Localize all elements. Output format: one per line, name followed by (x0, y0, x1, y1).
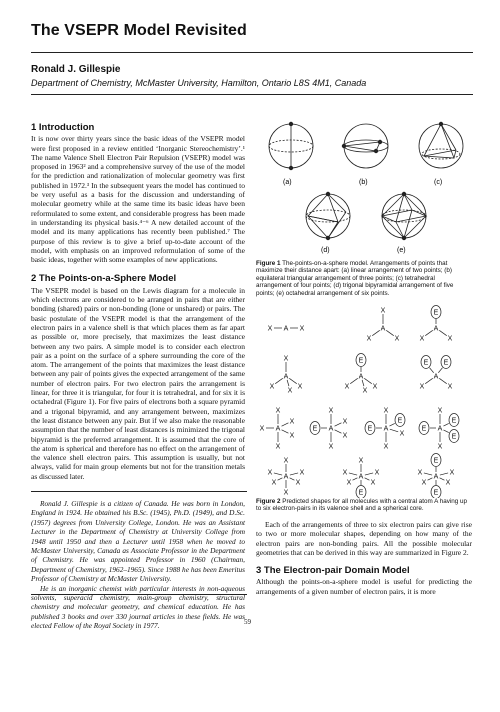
molecular-shapes-paragraph: Each of the arrangements of three to six electron pairs can give rise to two or more molecular shapes, depending on how many of the electron pairs are non-bonding pairs. All the possible molecular geometries that can be derived in this way are summarized in Figure 2. (256, 520, 472, 557)
ligand-atom-label: X (380, 307, 386, 315)
bond-line (439, 330, 446, 335)
bond-line (443, 423, 448, 426)
bond-line (350, 378, 357, 383)
bond-line (429, 368, 433, 373)
bond-line (365, 478, 370, 480)
sphere-b (342, 124, 388, 168)
ligand-atom-label: X (299, 469, 305, 477)
lone-pair-label: E (358, 489, 364, 497)
lone-pair-label: E (358, 357, 364, 365)
figure-1-label-e: (e) (397, 247, 406, 254)
author-bio (31, 499, 245, 631)
ligand-atom-label: X (283, 489, 289, 497)
ligand-atom-label: X (445, 479, 451, 487)
figure-2-caption (256, 498, 472, 513)
right-column (256, 520, 472, 596)
title-rule (31, 52, 473, 53)
bond-line (278, 478, 283, 480)
ligand-atom-label: X (383, 443, 389, 451)
bond-line (365, 473, 373, 475)
central-atom-label: A (283, 473, 289, 481)
ligand-atom-label: X (275, 407, 281, 415)
ligand-atom-label: X (283, 355, 289, 363)
bond-line (386, 330, 393, 335)
sphere-e (382, 192, 426, 240)
bio-bottom-rule (31, 594, 247, 595)
left-column (31, 123, 245, 481)
ligand-atom-label: X (267, 469, 273, 477)
sphere-d (306, 192, 350, 240)
ligand-atom-label: X (342, 418, 348, 426)
ligand-atom-label: X (289, 432, 295, 440)
bio-rule (31, 491, 247, 492)
ligand-atom-label: X (419, 335, 425, 343)
bond-line (389, 423, 394, 426)
central-atom-label: A (437, 425, 443, 433)
ligand-atom-label: X (447, 335, 453, 343)
central-atom-label: A (433, 473, 439, 481)
ligand-atom-label: X (275, 443, 281, 451)
bond-line (424, 473, 432, 475)
ligand-atom-label: X (362, 387, 368, 395)
bond-line (428, 478, 433, 480)
page-number: 59 (244, 618, 251, 626)
bond-line (353, 478, 358, 480)
bond-line (438, 368, 442, 373)
central-atom-label: A (283, 373, 289, 381)
central-atom-label: A (328, 425, 334, 433)
ligand-atom-label: X (328, 443, 334, 451)
lone-pair-label: E (312, 425, 318, 433)
central-atom-label: A (358, 373, 364, 381)
bond-line (335, 423, 342, 426)
ligand-atom-label: X (299, 325, 305, 333)
lone-pair-label: E (423, 359, 429, 367)
ligand-atom-label: X (289, 418, 295, 426)
bond-line (290, 478, 295, 480)
figure-1-label-c: (c) (434, 179, 443, 186)
central-atom-label: A (283, 325, 289, 333)
lone-pair-label: E (421, 425, 427, 433)
bond-line (274, 473, 282, 475)
figure-2-molecular-shapes (256, 302, 476, 498)
bond-line (362, 380, 364, 386)
central-atom-label: A (433, 373, 439, 381)
ligand-atom-label: X (271, 479, 277, 487)
ligand-atom-label: X (447, 383, 453, 391)
author-name: Ronald J. Gillespie (31, 64, 121, 75)
central-atom-label: A (275, 425, 281, 433)
ligand-atom-label: X (437, 443, 443, 451)
ligand-atom-label: X (437, 407, 443, 415)
bond-line (372, 330, 379, 335)
ligand-atom-label: X (283, 457, 289, 465)
figure-2-caption-text: Predicted shapes for all molecules with a central atom A having up to six electron-pairs in its valence shell and a spherical core. (256, 498, 468, 513)
points-on-sphere-paragraph: The VSEPR model is based on the Lewis diagram for a molecule in which electrons are considered to be arranged in pairs that are either bonding (shared) pairs or non-bonding (lone or unshared) or pairs. The basic postulate of the VSEPR model is that the arrangement of the electron pairs in a valence shell is that which places them as far apart as possible or, more precisely, that maximizes the least distance between any two pairs. A simple model is to consider each electron pair as a point on the surface of a sphere surrounding the core of the atom. The arrangement of the points that maximizes the least distance between any pair of points gives the expected arrangement of the same number of electron pairs. For two electron pairs the arrangement is linear, for three it is triangular, for four it is tetrahedral, and for six it is octahedral (Figure 1). For five pairs of electrons both a square pyramid and a trigonal bipyramid, and any arrangement between, maximizes the least distance between any pair. But if we also make the reasonable assumption that the number of least distances is minimized the trigonal bipyramid is the preferred arrangement. It is assumed that the core of the atom is spherical and therefore has no effect on the arrangement of the valence shell electron pairs. This assumption is usually, but not always, valid for main group elements but not for the transition metals as discussed later. (31, 285, 245, 481)
lone-pair-label: E (433, 309, 439, 317)
ligand-atom-label: X (394, 335, 400, 343)
figure-1-label-a: (a) (283, 179, 292, 186)
bond-line (390, 429, 398, 432)
ligand-atom-label: X (259, 425, 265, 433)
ligand-atom-label: X (344, 383, 350, 391)
figure-1-caption-text: The-points-on-a-sphere model. Arrangements of points that maximize their distance apart: (a) linear arrangement of two points; (b) equilateral triangular arrangement of three points; (c) tetrahedral arrangement of four points; (d) trigonal bipyramidal arrangement of five points; (e) octahedral arrangement of six points. (256, 260, 454, 297)
bond-line (425, 330, 432, 335)
ligand-atom-label: X (295, 479, 301, 487)
ligand-atom-label: X (374, 469, 380, 477)
figure-2-caption-label: Figure 2 (256, 498, 281, 505)
ligand-atom-label: X (421, 479, 427, 487)
ligand-atom-label: X (417, 469, 423, 477)
electron-pair-domain-paragraph: Although the points-on-a-sphere model is useful for predicting the arrangements of a given number of electron pairs, it is more (256, 577, 472, 596)
bond-line (275, 378, 282, 383)
figure-1-spheres (256, 116, 476, 256)
ligand-atom-label: X (370, 479, 376, 487)
bond-line (287, 380, 289, 386)
bond-line (443, 430, 448, 433)
bond-line (440, 473, 448, 475)
bio-paragraph-2: He is an inorganic chemist with particular interests in non-aqueous solvents, superacid chemistry, main-group chemistry, structural chemistry and molecular geometry, and chemical education. He has published 3 books and over 330 journal articles in these fields. He was elected Fellow of the Royal Society in 1977. (31, 583, 245, 631)
section-heading-points-on-sphere: 2 The Points-on-a-Sphere Model (31, 273, 177, 285)
ligand-atom-label: X (297, 383, 303, 391)
header-rule (31, 94, 473, 95)
figure-1-label-b: (b) (359, 179, 368, 186)
sphere-a (269, 122, 313, 170)
ligand-atom-label: X (366, 335, 372, 343)
ligand-atom-label: X (383, 407, 389, 415)
ligand-atom-label: X (287, 387, 293, 395)
lone-pair-label: E (451, 433, 457, 441)
lone-pair-label: E (433, 457, 439, 465)
bond-line (335, 430, 342, 433)
ligand-atom-label: X (399, 430, 405, 438)
ligand-atom-label: X (328, 407, 334, 415)
introduction-paragraph: It is now over thirty years since the basic ideas of the VSEPR model were first proposed in a review entitled ‘Inorganic Stereochemistry’.¹ The name Valence Shell Electron Pair Repulsion (VSEPR) model was proposed in 1963² and a comprehensive survey of the use of the model for the prediction and rationalization of molecular geometry was first published in 1972.³ In the subsequent years the model has continued to be very useful as a basis for the discussion and understanding of molecular geometry while at the same time its basic ideas have been reformulated to some extent, and considerable progress has been made in understanding its physical basis.⁴⁻⁶ A new detailed account of the model and its many applications has recently been published.⁷ The purpose of this review is to give a brief up-to-date account of the model, with emphasis on an improved reformulation of some of the basic ideas, together with some examples of new applications. (31, 134, 245, 265)
central-atom-label: A (383, 425, 389, 433)
ligand-atom-label: X (267, 325, 273, 333)
ligand-atom-label: X (358, 457, 364, 465)
bond-line (440, 478, 445, 480)
lone-pair-label: E (397, 417, 403, 425)
bond-line (349, 473, 357, 475)
lone-pair-label: E (367, 425, 373, 433)
ligand-atom-label: X (346, 479, 352, 487)
ligand-atom-label: X (449, 469, 455, 477)
bond-line (282, 430, 289, 433)
author-affiliation: Department of Chemistry, McMaster University, Hamilton, Ontario L8S 4M1, Canada (31, 78, 367, 88)
ligand-atom-label: X (342, 432, 348, 440)
figure-1-label-d: (d) (321, 247, 330, 254)
section-heading-introduction: 1 Introduction (31, 122, 95, 133)
bond-line (364, 378, 371, 383)
figure-1-caption-label: Figure 1 (256, 260, 281, 267)
ligand-atom-label: X (342, 469, 348, 477)
sphere-c (419, 122, 463, 168)
lone-pair-label: E (443, 359, 449, 367)
lone-pair-label: E (451, 417, 457, 425)
bond-line (282, 423, 289, 426)
bond-line (289, 378, 296, 383)
central-atom-label: A (433, 325, 439, 333)
lone-pair-label: E (433, 489, 439, 497)
ligand-atom-label: X (372, 383, 378, 391)
figure-1-caption (256, 260, 472, 297)
ligand-atom-label: X (269, 383, 275, 391)
central-atom-label: A (380, 325, 386, 333)
central-atom-label: A (358, 473, 364, 481)
article-title: The VSEPR Model Revisited (31, 22, 247, 39)
bio-paragraph-1: Ronald J. Gillespie is a citizen of Canada. He was born in London, England in 1924. He obtained his B.Sc. (1945), Ph.D. (1949), and D.Sc. (1957) degrees from University College, London. He was an Assistant Lecturer in the Department of Chemistry at University College from 1948 until 1950 and then a Lecturer until 1958 when he moved to McMaster University, Canada as Associate Professor in the Department of Chemistry. He was appointed Professor in 1960 (Chairman, Department of Chemistry, 1962–1965). Since 1988 he has been Emeritus Professor of Chemistry at McMaster University. (31, 499, 245, 584)
bond-line (290, 473, 298, 475)
ligand-atom-label: X (419, 383, 425, 391)
section-heading-electron-pair-domain: 3 The Electron-pair Domain Model (256, 565, 410, 577)
bond-line (425, 378, 432, 383)
bond-line (439, 378, 446, 383)
